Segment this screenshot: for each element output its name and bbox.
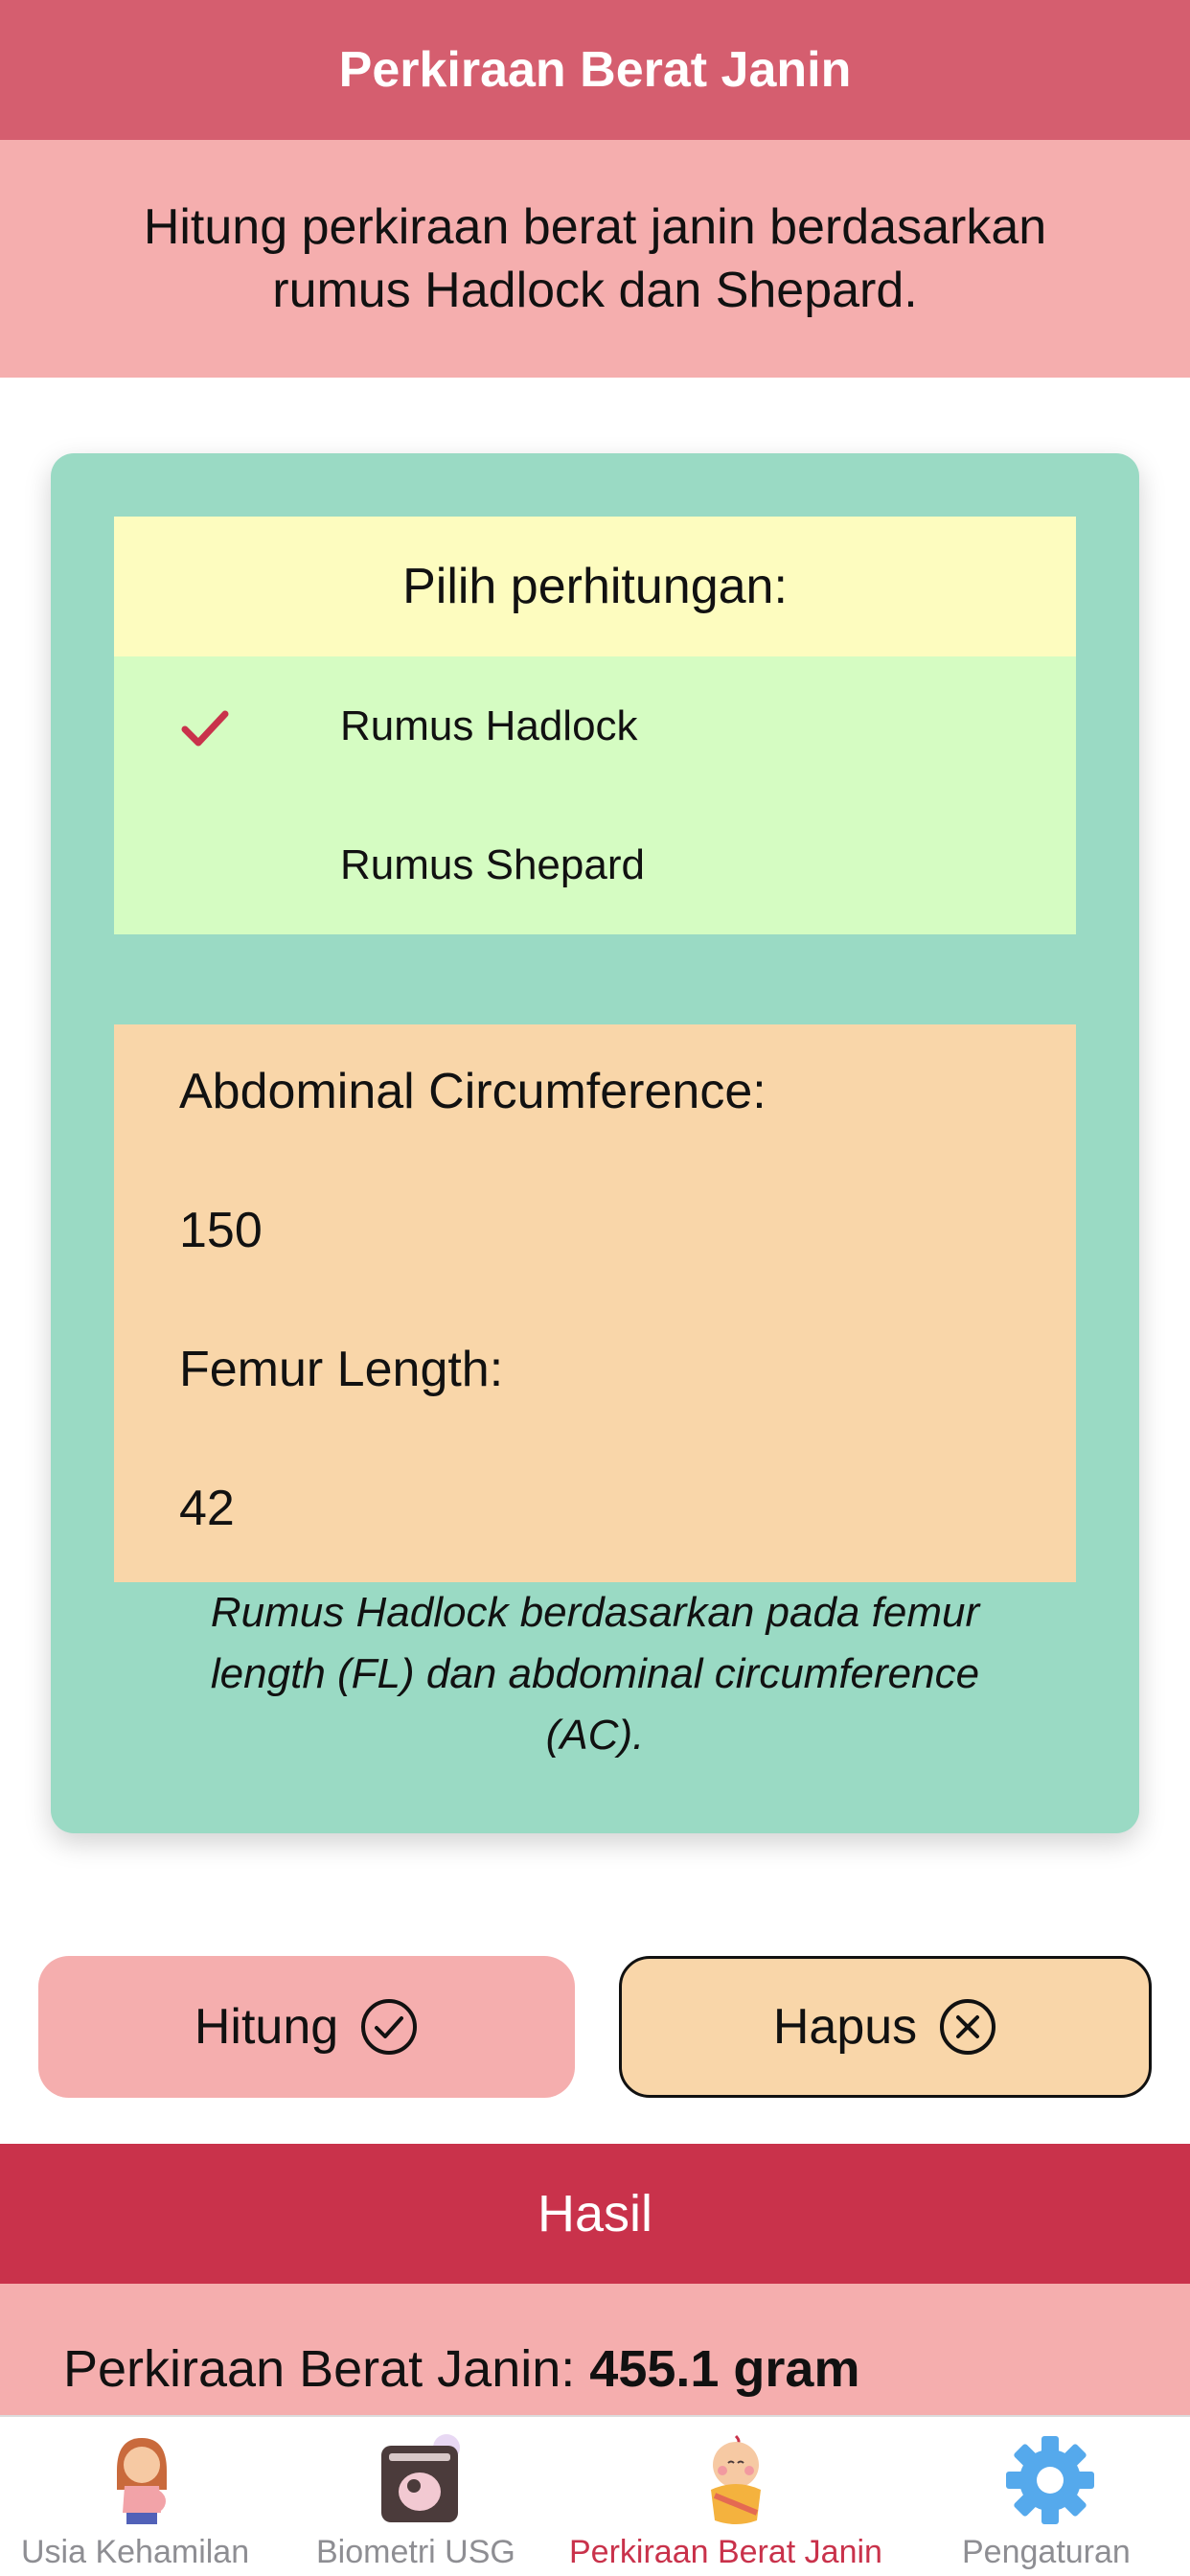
close-circle-icon (938, 1997, 997, 2057)
tab-usia-kehamilan[interactable] (0, 2417, 284, 2576)
check-circle-icon (359, 1997, 419, 2057)
intro-banner (0, 140, 1190, 378)
option-rumus-hadlock[interactable] (114, 656, 1076, 795)
result-value: 455.1 gram (589, 2340, 860, 2398)
hitung-button[interactable] (38, 1956, 575, 2098)
tab-bar (0, 2415, 1190, 2576)
pregnant-woman-icon (94, 2432, 190, 2528)
tab-label-usia-kehamilan: Usia Kehamilan (21, 2534, 250, 2570)
tab-pengaturan[interactable] (914, 2417, 1190, 2576)
formula-note: Rumus Hadlock berdasarkan pada femur length (FL) dan abdominal circumference (AC). (210, 1589, 980, 1759)
result-label: Perkiraan Berat Janin: (63, 2340, 590, 2398)
result-line (63, 2339, 859, 2399)
hapus-button-label: Hapus (772, 1999, 918, 2055)
abdominal-circumference-label: Abdominal Circumference: (179, 1064, 767, 1119)
tab-label-perkiraan-berat-janin: Perkiraan Berat Janin (569, 2534, 882, 2570)
option-label-hadlock: Rumus Hadlock (340, 702, 638, 749)
option-label-shepard: Rumus Shepard (340, 840, 645, 888)
picker-title: Pilih perhitungan: (402, 559, 788, 614)
hapus-button[interactable] (619, 1956, 1152, 2098)
page-title: Perkiraan Berat Janin (338, 42, 852, 98)
formula-picker (114, 517, 1076, 934)
measurement-inputs (114, 1024, 1076, 1582)
gear-icon (1002, 2432, 1098, 2528)
picker-header (114, 517, 1076, 656)
navigation-bar (0, 0, 1190, 140)
result-header (0, 2144, 1190, 2284)
tab-biometri-usg[interactable] (284, 2417, 558, 2576)
ultrasound-icon (372, 2432, 468, 2528)
baby-icon (688, 2432, 784, 2528)
tab-label-pengaturan: Pengaturan (962, 2534, 1131, 2570)
result-body (0, 2284, 1190, 2418)
tab-perkiraan-berat-janin[interactable] (558, 2417, 914, 2576)
abdominal-circumference-input[interactable] (179, 1187, 1022, 1274)
femur-length-label: Femur Length: (179, 1342, 504, 1397)
intro-text: Hitung perkiraan berat janin berdasarkan rumus Hadlock dan Shepard. (143, 199, 1047, 318)
hitung-button-label: Hitung (194, 1999, 339, 2055)
picker-options (114, 656, 1076, 934)
result-title: Hasil (537, 2185, 653, 2242)
tab-label-biometri-usg: Biometri USG (316, 2534, 515, 2570)
calculation-card (51, 453, 1139, 1833)
option-rumus-shepard[interactable] (114, 795, 1076, 934)
femur-length-input[interactable] (179, 1465, 1022, 1552)
checkmark-icon (181, 704, 229, 752)
